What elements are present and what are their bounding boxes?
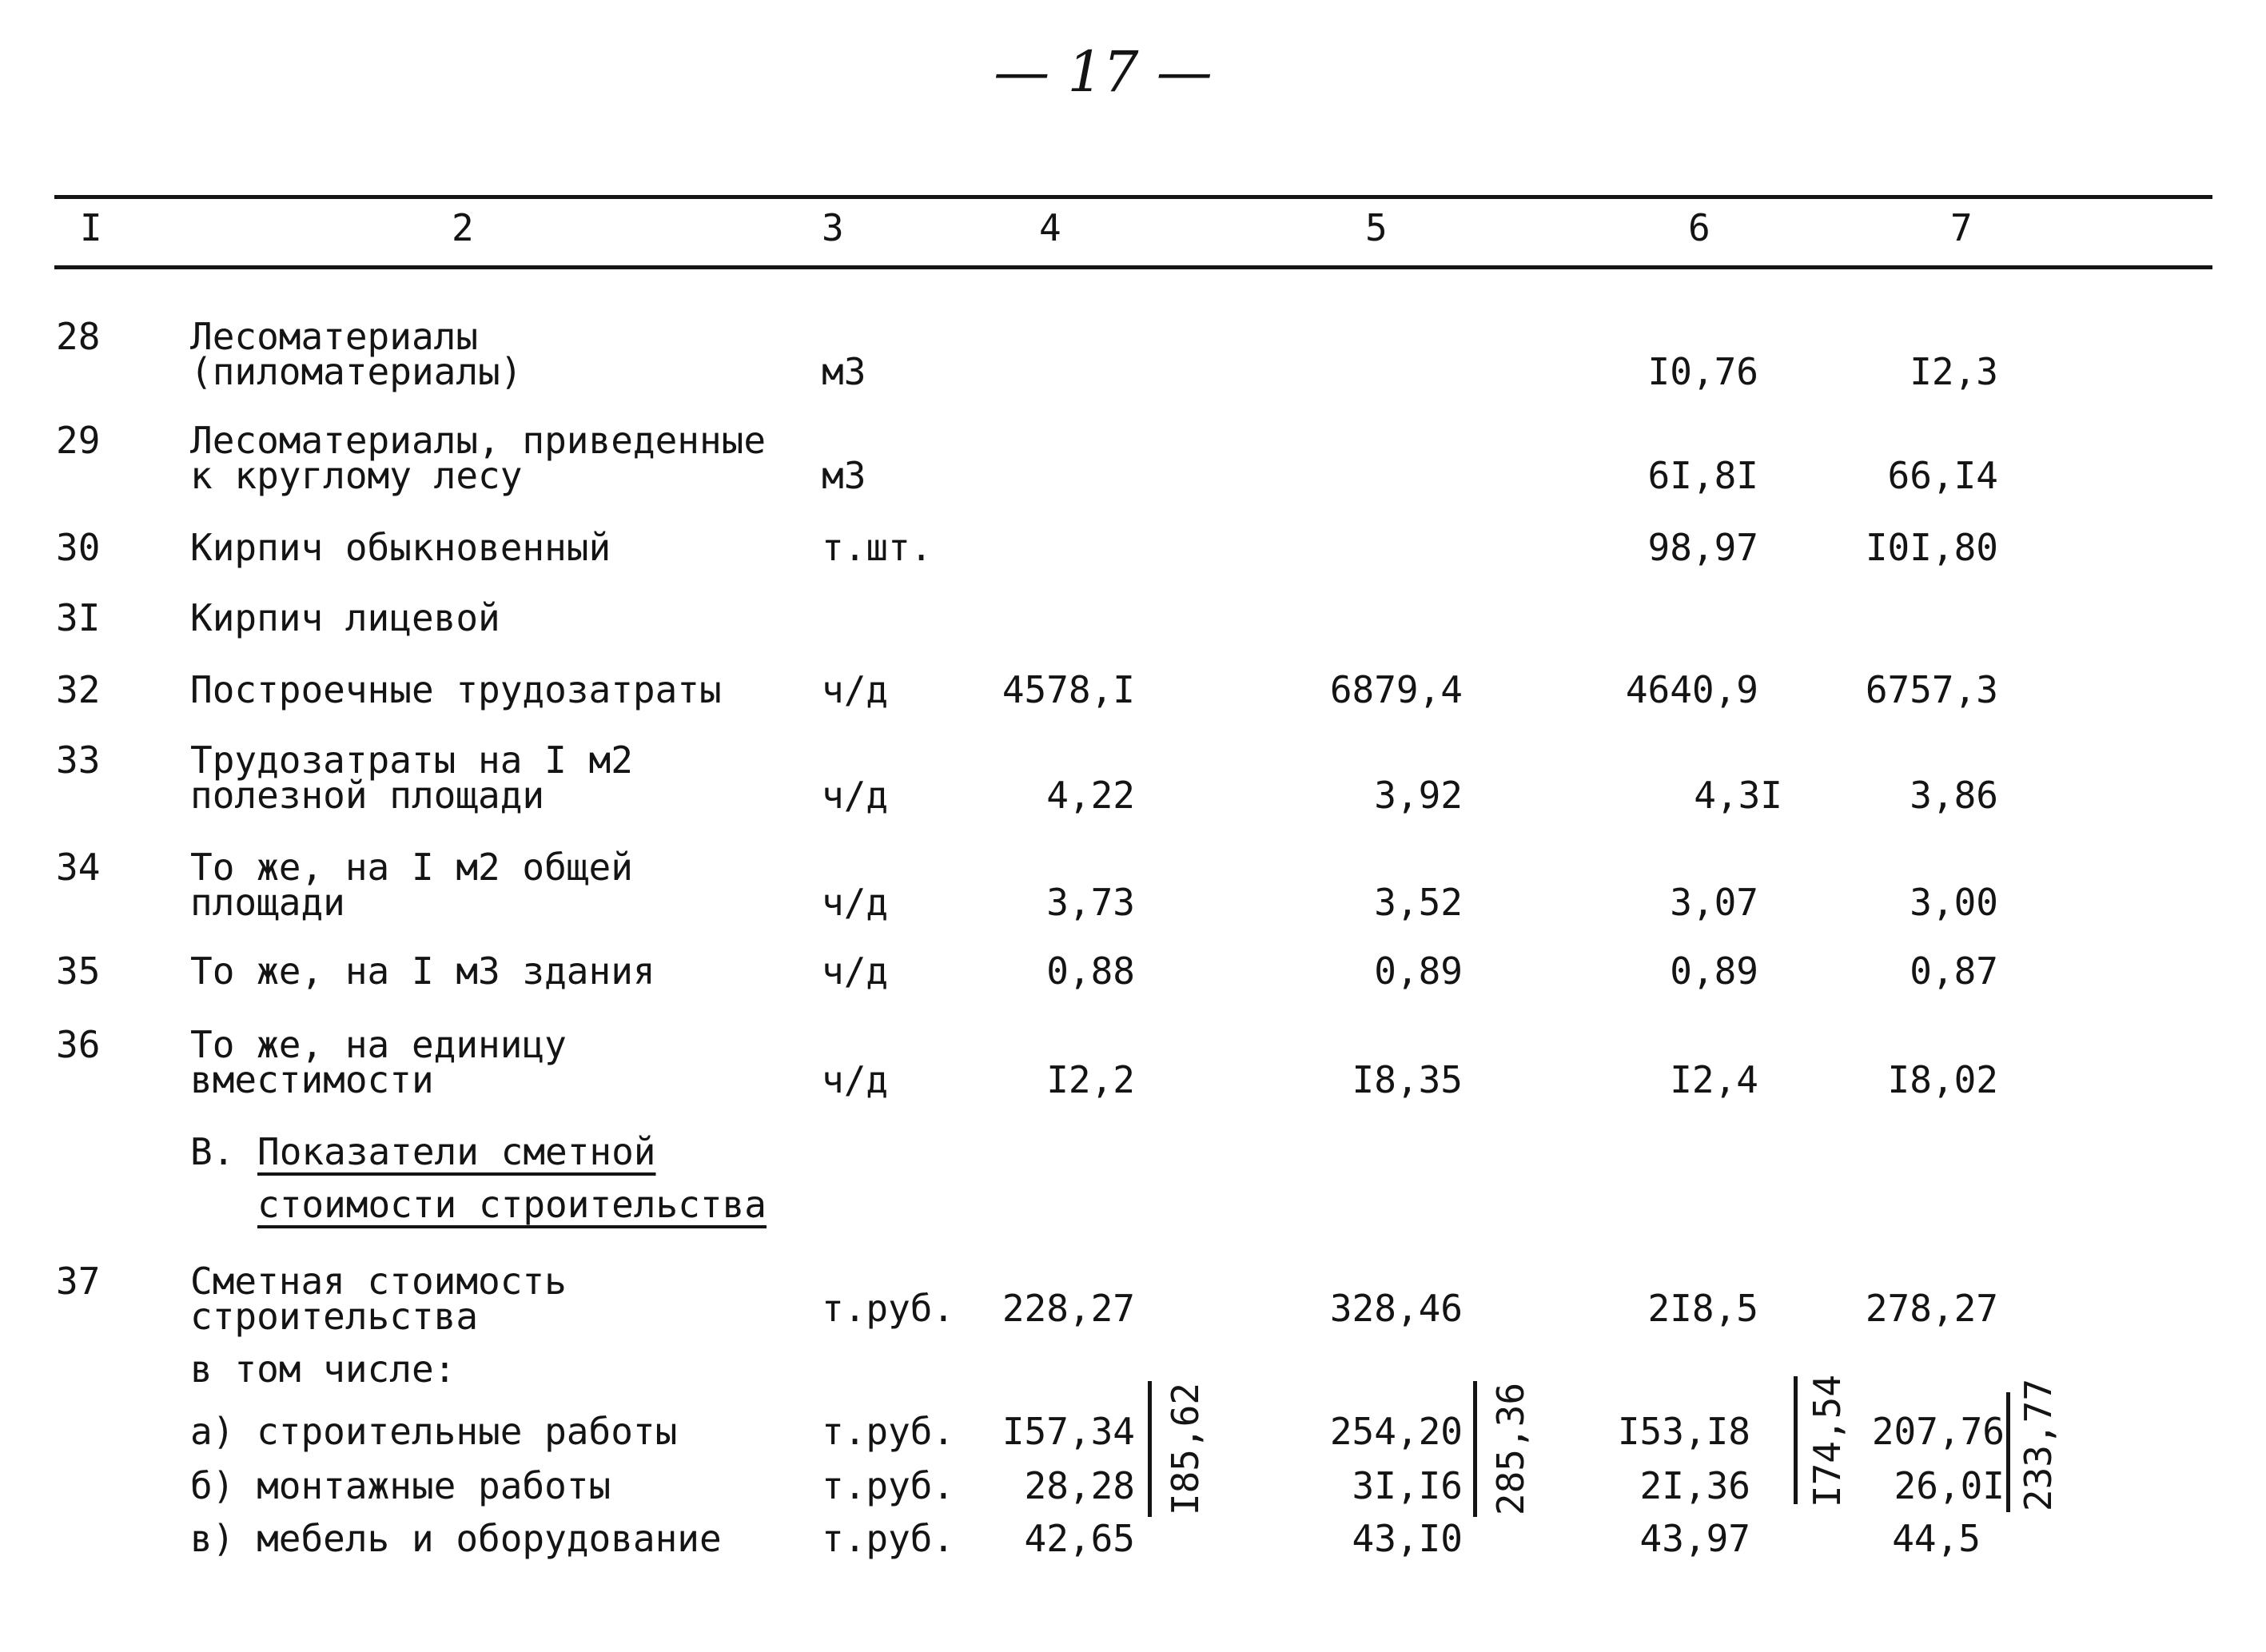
- row-value-col5: I8,35: [1352, 1058, 1463, 1101]
- row-value-col6: 3,07: [1670, 881, 1758, 924]
- column-header-6: 6: [1688, 206, 1710, 249]
- including-label: в том числе:: [190, 1347, 456, 1391]
- section-b-title-line2: стоимости строительства: [257, 1183, 767, 1226]
- sub-row-value-col6: 2I,36: [1639, 1464, 1750, 1507]
- row-name-line: вместимости: [190, 1058, 434, 1101]
- section-b-title-line1: Показатели сметной: [257, 1130, 656, 1173]
- row-value-col5: 6879,4: [1329, 668, 1463, 711]
- sub-row-value-col5: 3I,I6: [1352, 1464, 1463, 1507]
- sub-row-name: а) строительные работы: [190, 1410, 678, 1453]
- column-header-5: 5: [1365, 206, 1388, 249]
- sub-row-value-col4: I57,34: [1002, 1410, 1135, 1453]
- row-unit: м3: [822, 350, 866, 393]
- column-header-2: 2: [452, 206, 474, 249]
- page-number: — 17 —: [994, 39, 1213, 105]
- sub-row-unit: т.руб.: [822, 1517, 955, 1560]
- row-name-line: Сметная стоимость: [190, 1260, 567, 1303]
- row-name-line: То же, на I м2 общей: [190, 846, 633, 889]
- sub-row-value-col7: 207,76: [1871, 1410, 2005, 1453]
- row-number: 30: [56, 526, 101, 569]
- row-number: 36: [56, 1023, 101, 1066]
- row-value-col5: 328,46: [1329, 1287, 1463, 1330]
- row-unit: т.шт.: [822, 526, 933, 569]
- row-value-col4: 228,27: [1002, 1287, 1135, 1330]
- row-value-col7: 3,86: [1910, 774, 1998, 817]
- row-value-col7: 3,00: [1910, 881, 1998, 924]
- row-value-col6: 6I,8I: [1647, 454, 1758, 497]
- row-value-col7: I2,3: [1910, 350, 1998, 393]
- row-name-line: Кирпич лицевой: [190, 596, 500, 639]
- row-value-col6: 98,97: [1647, 526, 1758, 569]
- row-name-line: То же, на I м3 здания: [190, 949, 655, 993]
- row-unit: ч/д: [822, 668, 889, 711]
- row-name-line: Трудозатраты на I м2: [190, 738, 633, 782]
- row-value-col7: 66,I4: [1887, 454, 1998, 497]
- row-name-line: Построечные трудозатраты: [190, 668, 722, 711]
- row-number: 3I: [56, 596, 101, 639]
- section-b-prefix: В.: [190, 1130, 235, 1173]
- row-unit: ч/д: [822, 881, 889, 924]
- row-unit: т.руб.: [822, 1287, 955, 1330]
- sub-row-name: б) монтажные работы: [190, 1464, 611, 1507]
- row-value-col6: I0,76: [1647, 350, 1758, 393]
- column-header-3: 3: [822, 206, 844, 249]
- row-name-line: к круглому лесу: [190, 454, 523, 497]
- row-value-col6: 0,89: [1670, 949, 1758, 993]
- sub-row-name: в) мебель и оборудование: [190, 1517, 722, 1560]
- row-unit: ч/д: [822, 1058, 889, 1101]
- row-number: 28: [56, 315, 101, 358]
- bracket-bar-col4: [1148, 1381, 1152, 1517]
- sub-row-value-col7: 26,0I: [1894, 1464, 2005, 1507]
- row-value-col4: 4,22: [1046, 774, 1135, 817]
- row-name-line: Лесоматериалы, приведенные: [190, 419, 767, 462]
- header-bottom-rule: [54, 265, 2212, 269]
- sub-row-unit: т.руб.: [822, 1410, 955, 1453]
- sub-row-unit: т.руб.: [822, 1464, 955, 1507]
- bracket-sum-col5: 285,36: [1489, 1382, 1532, 1516]
- row-value-col7: I0I,80: [1865, 526, 1998, 569]
- row-value-col7: 6757,3: [1865, 668, 1998, 711]
- bracket-bar-col6: [1794, 1376, 1798, 1504]
- bracket-sum-col6: I74,54: [1806, 1374, 1849, 1508]
- sub-row-value-col5: 254,20: [1329, 1410, 1463, 1453]
- bracket-bar-col7: [2006, 1392, 2010, 1512]
- row-value-col5: 3,92: [1374, 774, 1463, 817]
- row-value-col5: 3,52: [1374, 881, 1463, 924]
- row-number: 37: [56, 1260, 101, 1303]
- sub-row-value-col5: 43,I0: [1352, 1517, 1463, 1560]
- sub-row-value-col4: 28,28: [1024, 1464, 1135, 1507]
- row-value-col6: 4640,9: [1625, 668, 1758, 711]
- row-value-col6: 4,3I: [1694, 774, 1782, 817]
- row-number: 32: [56, 668, 101, 711]
- column-header-4: 4: [1039, 206, 1061, 249]
- bracket-sum-col7: 233,77: [2017, 1378, 2060, 1512]
- sub-row-value-col4: 42,65: [1024, 1517, 1135, 1560]
- row-number: 33: [56, 738, 101, 782]
- sub-row-value-col6: I53,I8: [1617, 1410, 1750, 1453]
- header-top-rule: [54, 195, 2212, 199]
- row-name-line: строительства: [190, 1295, 479, 1338]
- column-header-7: 7: [1950, 206, 1973, 249]
- row-number: 35: [56, 949, 101, 993]
- row-unit: ч/д: [822, 949, 889, 993]
- row-number: 29: [56, 419, 101, 462]
- bracket-bar-col5: [1473, 1381, 1477, 1517]
- row-unit: м3: [822, 454, 866, 497]
- row-value-col7: 0,87: [1910, 949, 1998, 993]
- row-name-line: Кирпич обыкновенный: [190, 526, 611, 569]
- row-value-col7: I8,02: [1887, 1058, 1998, 1101]
- column-header-1: I: [80, 206, 102, 249]
- row-name-line: То же, на единицу: [190, 1023, 567, 1066]
- sub-row-value-col6: 43,97: [1639, 1517, 1750, 1560]
- row-name-line: (пиломатериалы): [190, 350, 523, 393]
- bracket-sum-col4: I85,62: [1164, 1382, 1207, 1516]
- row-unit: ч/д: [822, 774, 889, 817]
- row-value-col5: 0,89: [1374, 949, 1463, 993]
- row-number: 34: [56, 846, 101, 889]
- row-value-col7: 278,27: [1865, 1287, 1998, 1330]
- row-value-col4: I2,2: [1046, 1058, 1135, 1101]
- row-name-line: Лесоматериалы: [190, 315, 479, 358]
- row-name-line: полезной площади: [190, 774, 545, 817]
- row-name-line: площади: [190, 881, 345, 924]
- sub-row-value-col7: 44,5: [1892, 1517, 1981, 1560]
- row-value-col6: I2,4: [1670, 1058, 1758, 1101]
- row-value-col4: 3,73: [1046, 881, 1135, 924]
- row-value-col4: 4578,I: [1002, 668, 1135, 711]
- row-value-col4: 0,88: [1046, 949, 1135, 993]
- row-value-col6: 2I8,5: [1647, 1287, 1758, 1330]
